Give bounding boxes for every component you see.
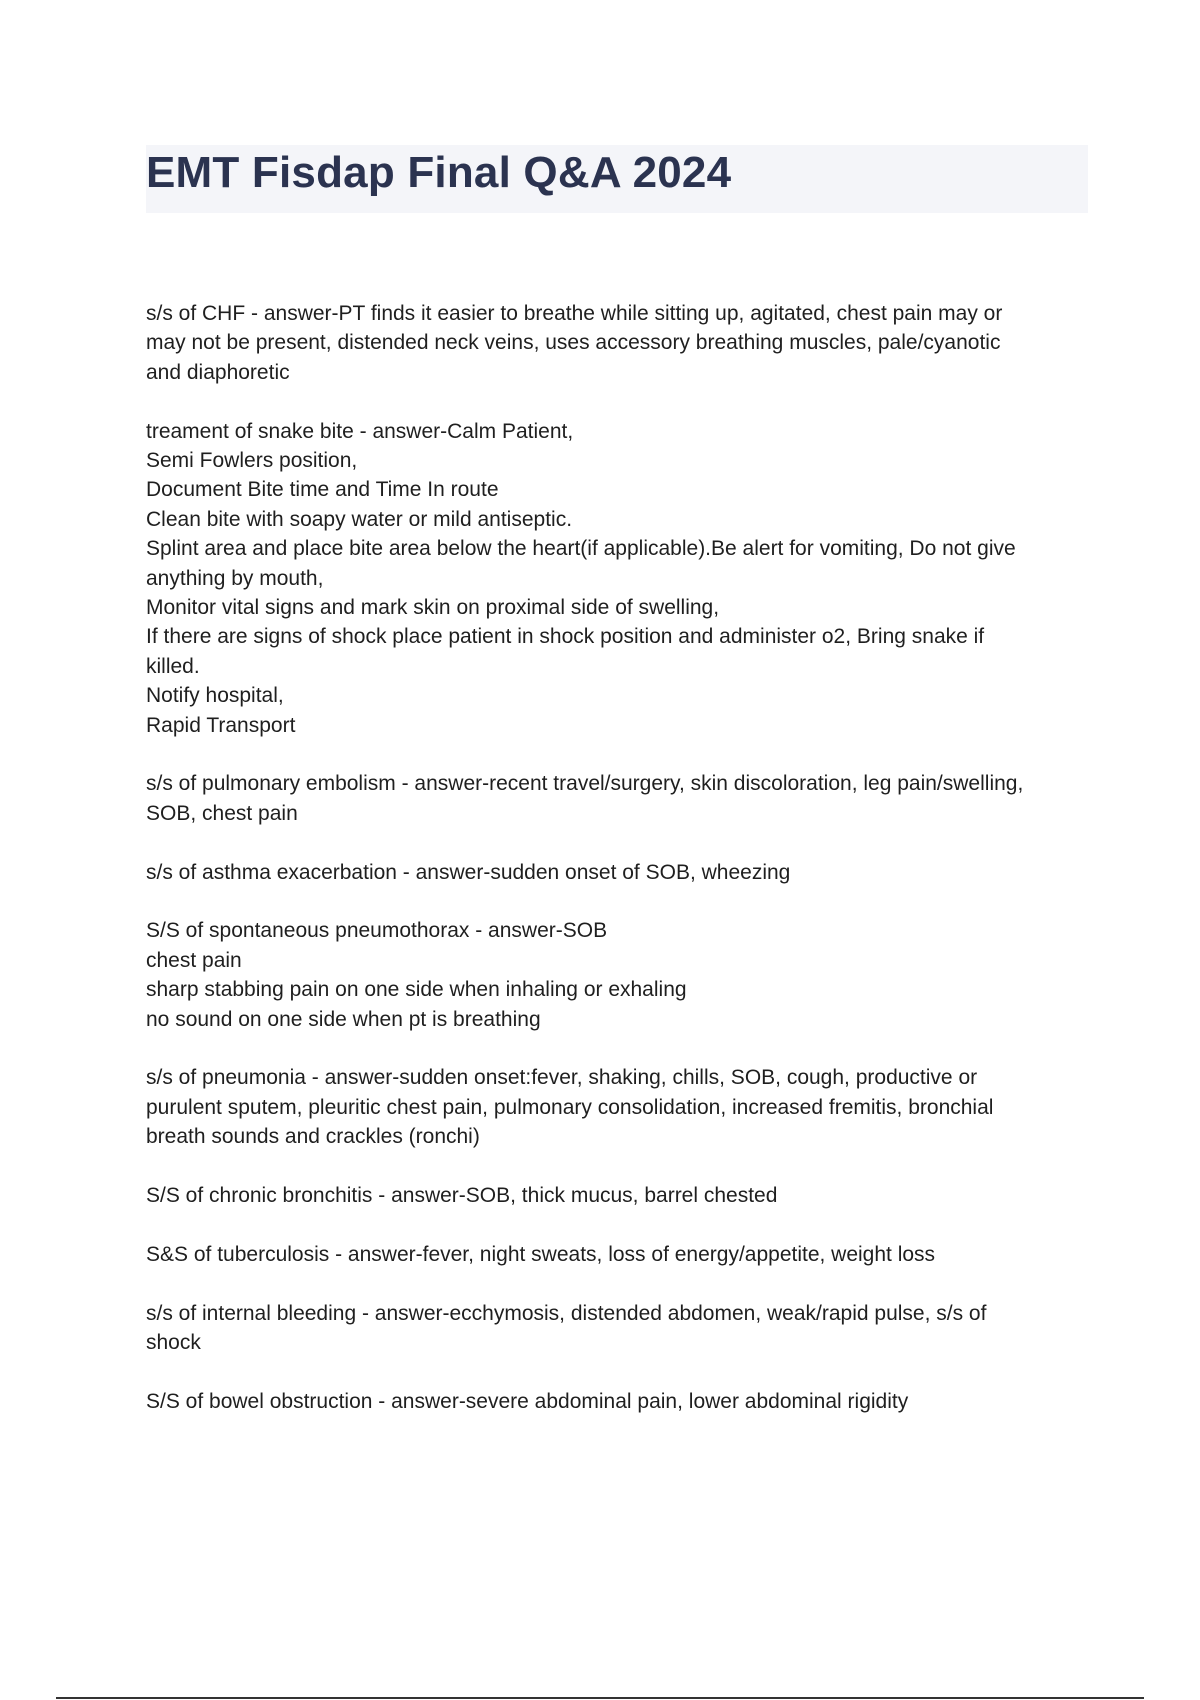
qa-entry — [146, 858, 1096, 887]
qa-line: may not be present, distended neck veins, uses accessory breathing muscles, pale/cyanotic — [146, 331, 1001, 355]
qa-entry — [146, 769, 1096, 828]
qa-line: Monitor vital signs and mark skin on proximal side of swelling, — [146, 596, 720, 620]
qa-line: Rapid Transport — [146, 713, 296, 737]
qa-line: Clean bite with soapy water or mild antiseptic. — [146, 507, 573, 531]
qa-entry — [146, 1240, 1096, 1269]
qa-entry — [146, 916, 1096, 1034]
qa-entry — [146, 1063, 1096, 1151]
qa-line: s/s of CHF - answer-PT finds it easier to breathe while sitting up, agitated, chest pain may or — [146, 302, 1003, 325]
qa-line: Document Bite time and Time In route — [146, 478, 499, 502]
qa-line: Semi Fowlers position, — [146, 449, 358, 473]
qa-line: sharp stabbing pain on one side when inhaling or exhaling — [146, 978, 687, 1002]
qa-line: anything by mouth, — [146, 566, 324, 590]
qa-line: SOB, chest pain — [146, 801, 298, 825]
qa-entry — [146, 1387, 1096, 1416]
qa-line: S/S of spontaneous pneumothorax - answer-SOB — [146, 919, 608, 943]
document-title: EMT Fisdap Final Q&A 2024 — [146, 148, 732, 197]
qa-line: Notify hospital, — [146, 684, 284, 708]
qa-entry — [146, 417, 1096, 740]
qa-line: breath sounds and crackles (ronchi) — [146, 1125, 480, 1149]
qa-list — [146, 299, 1096, 1446]
qa-entry — [146, 299, 1096, 387]
qa-line: and diaphoretic — [146, 360, 290, 384]
qa-line: chest pain — [146, 948, 242, 972]
qa-line: s/s of pulmonary embolism - answer-recent travel/surgery, skin discoloration, leg pain/swelling, — [146, 772, 1024, 796]
qa-line: S/S of bowel obstruction - answer-severe abdominal pain, lower abdominal rigidity — [146, 1389, 909, 1413]
qa-line: purulent sputem, pleuritic chest pain, pulmonary consolidation, increased fremitis, bronchial — [146, 1095, 994, 1119]
qa-line: S&S of tuberculosis - answer-fever, night sweats, loss of energy/appetite, weight loss — [146, 1242, 936, 1266]
qa-line: s/s of internal bleeding - answer-ecchymosis, distended abdomen, weak/rapid pulse, s/s of — [146, 1301, 987, 1325]
qa-line: s/s of asthma exacerbation - answer-sudden onset of SOB, wheezing — [146, 860, 791, 884]
qa-line: treament of snake bite - answer-Calm Patient, — [146, 419, 574, 443]
qa-line: s/s of pneumonia - answer-sudden onset:fever, shaking, chills, SOB, cough, productive or — [146, 1066, 978, 1090]
qa-entry — [146, 1181, 1096, 1210]
qa-entry — [146, 1299, 1096, 1358]
qa-line: no sound on one side when pt is breathing — [146, 1007, 541, 1031]
qa-line: Splint area and place bite area below the heart(if applicable).Be alert for vomiting, Do not give — [146, 537, 1016, 561]
qa-line: S/S of chronic bronchitis - answer-SOB, thick mucus, barrel chested — [146, 1184, 778, 1208]
qa-line: killed. — [146, 654, 200, 678]
qa-line: If there are signs of shock place patient in shock position and administer o2, Bring snake if — [146, 625, 985, 649]
qa-line: shock — [146, 1331, 201, 1355]
footer-rule — [56, 1697, 1144, 1699]
